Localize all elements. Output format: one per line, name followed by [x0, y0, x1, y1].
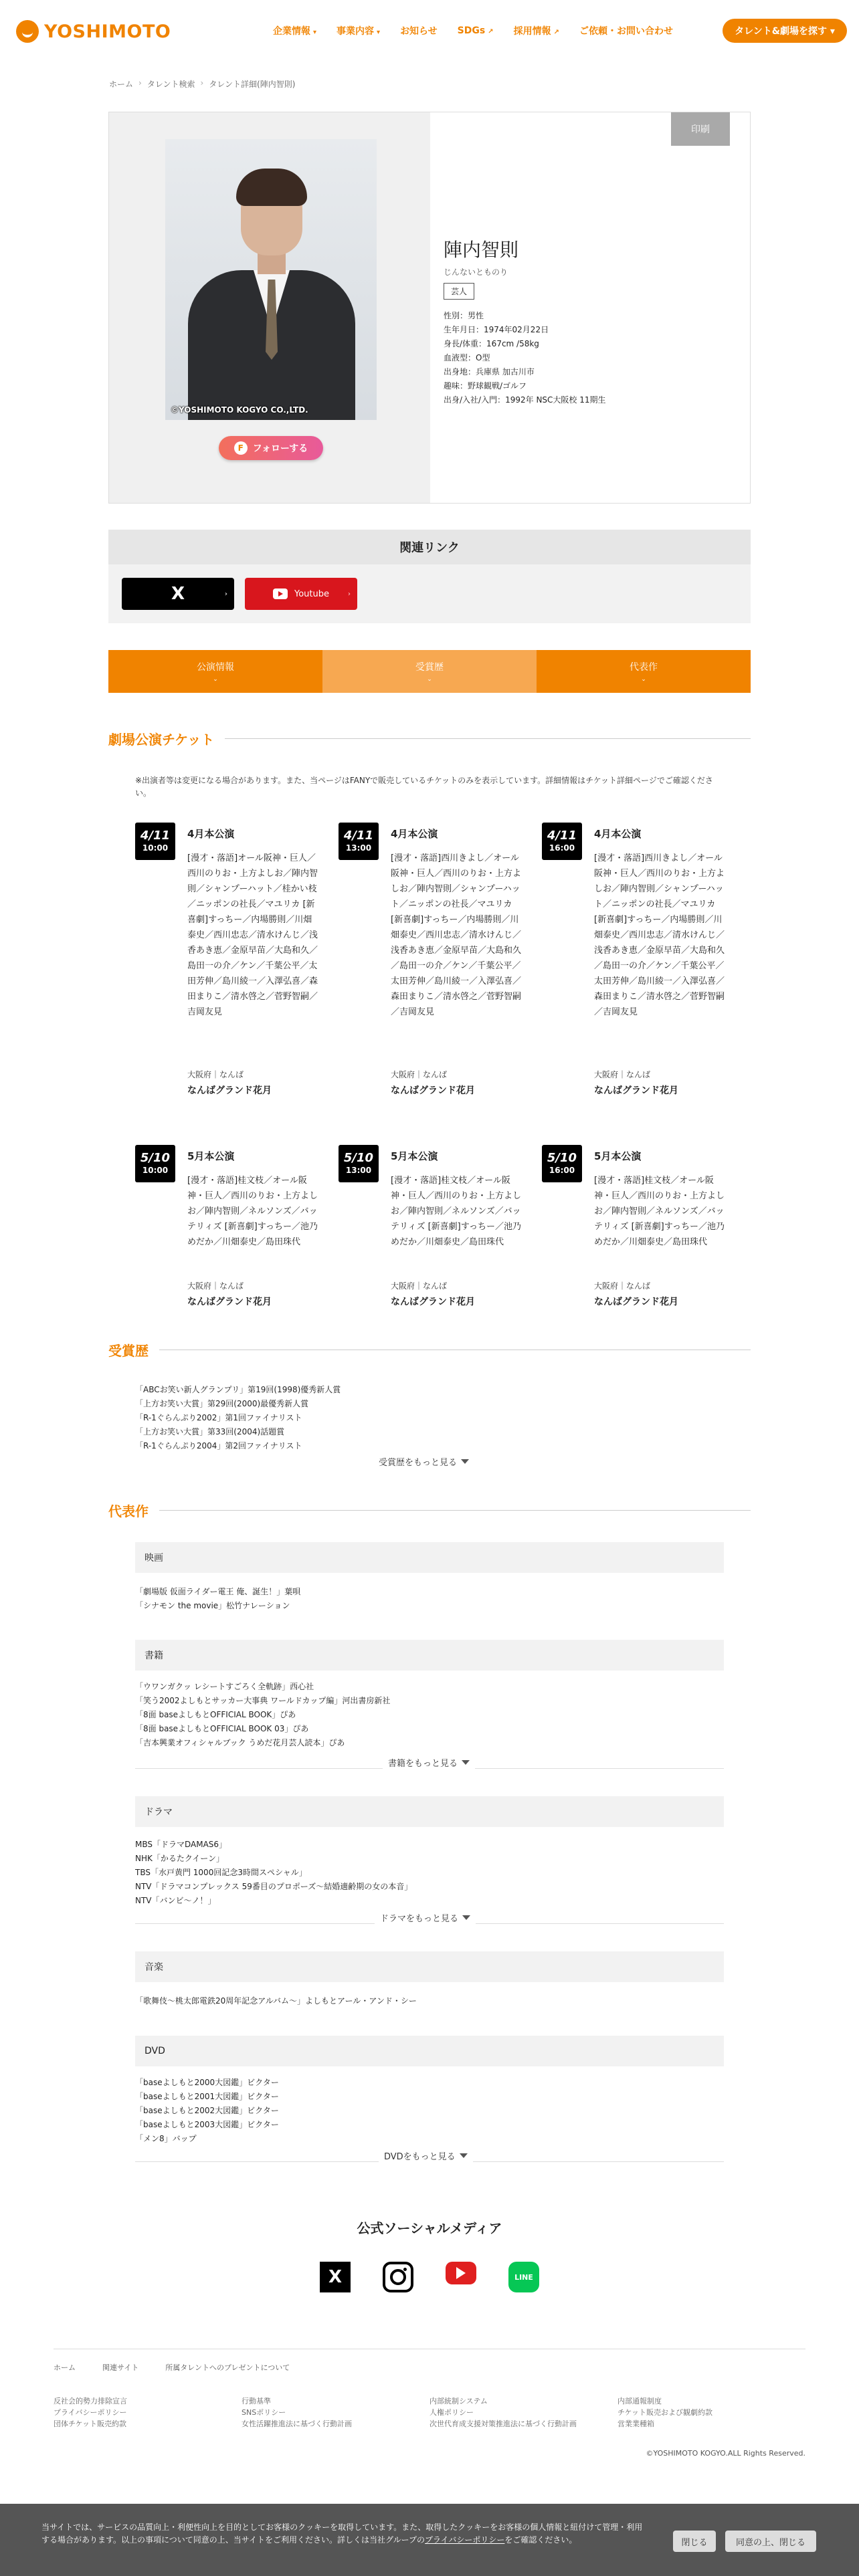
category-badge: 芸人	[444, 283, 474, 300]
works-category-dvd: DVD	[135, 2036, 724, 2066]
profile-card	[108, 112, 751, 504]
footer-link-present[interactable]: 所属タレントへのプレゼントについて	[165, 2363, 290, 2372]
works-heading: 代表作	[108, 1501, 751, 1520]
external-link-icon: ↗	[553, 29, 559, 36]
detail-height-weight: 身長/体重：167cm /58kg	[444, 339, 539, 348]
cookie-agree-button[interactable]: 同意の上、閉じる	[725, 2531, 816, 2552]
chevron-right-icon: ›	[138, 78, 142, 88]
talent-name: 陣内智則	[444, 239, 519, 261]
list-item: 「笑う2002よしもとサッカー大事典 ワールドカップ編」河出書房新社	[135, 1696, 391, 1705]
list-item: NTV「バンビ～ノ！」	[135, 1896, 216, 1905]
detail-birthday: 生年月日：1974年02月22日	[444, 325, 549, 334]
social-title: 公式ソーシャルメディア	[357, 2220, 502, 2236]
ticket-date: 4/11 13:00	[339, 823, 379, 860]
logo-text: YOSHIMOTO	[44, 21, 171, 42]
list-item: TBS「水戸黄門 1000回記念3時間スペシャル」	[135, 1868, 307, 1877]
ticket-cast: [漫才・落語]西川きよし／オール阪神・巨人／西川のりお・上方よしお／陣内智則／シャンプーハット／ニッポンの社長／マユリカ [新喜劇]すっちー／内場勝則／川畑泰史／西川忠志／清水けんじ／浅香あき恵／金原早苗／大島和久／島田一の介／ケン／千葉公平／太田芳伸／島川綾一／入澤弘喜／森田まりこ／清水啓之／菅野智嗣／吉岡友見	[594, 853, 725, 1017]
detail-hobby: 趣味：野球観戦/ゴルフ	[444, 381, 527, 391]
awards-more-button[interactable]: 受賞歴をもっと見る	[379, 1455, 469, 1468]
list-item: 「シナモン the movie」松竹ナレーション	[135, 1601, 290, 1610]
ticket-place: 大阪府｜なんば	[594, 1281, 651, 1291]
list-item: 「歌舞伎～桃太郎電鉄20周年記念アルバム～」よしもとアール・アンド・シー	[135, 1996, 417, 2006]
footer-link[interactable]: 内部通報制度	[617, 2397, 662, 2405]
section-tabs	[108, 650, 751, 693]
follow-label: フォローする	[252, 443, 308, 454]
ticket-date: 5/10 16:00	[542, 1145, 582, 1182]
list-item: NTV「ドラマコンプレックス 59番目のプロポーズ～結婚適齢期の女の本音」	[135, 1882, 413, 1891]
tickets-heading: 劇場公演チケット	[108, 729, 751, 748]
works-list-music	[135, 1994, 417, 2008]
instagram-icon[interactable]	[383, 2262, 413, 2292]
detail-blood-type: 血液型：O型	[444, 353, 490, 362]
ticket-date: 5/10 10:00	[135, 1145, 175, 1182]
chevron-right-icon: ›	[348, 590, 351, 598]
list-item: 「8面 baseよしもとOFFICIAL BOOK 03」ぴあ	[135, 1724, 309, 1733]
ticket-venue: なんばグランド花月	[391, 1085, 475, 1096]
works-category-books: 書籍	[135, 1640, 724, 1671]
ticket-card[interactable]	[339, 1145, 529, 1319]
works-list-dvd	[135, 2076, 279, 2146]
footer-links	[54, 2395, 805, 2430]
nav-item-company[interactable]: 企業情報 ▾	[273, 26, 317, 37]
breadcrumb-home[interactable]: ホーム	[109, 80, 134, 89]
ticket-place: 大阪府｜なんば	[391, 1070, 448, 1079]
list-item: 「ウワンガクッ レシートすごろく全軌跡」西心社	[135, 1682, 314, 1691]
profile-photo-area	[109, 112, 430, 503]
youtube-label: Youtube	[294, 588, 329, 599]
ticket-title: 4月本公演	[594, 828, 642, 840]
site-header	[0, 0, 859, 62]
footer-link[interactable]: 団体チケット販売約款	[54, 2420, 127, 2428]
footer-link[interactable]: 人権ポリシー	[430, 2408, 474, 2417]
ticket-place: 大阪府｜なんば	[391, 1281, 448, 1291]
nav-item-contact[interactable]: ご依頼・お問い合わせ	[579, 26, 673, 37]
list-item: 「baseよしもと2000大図鑑」ビクター	[135, 2078, 279, 2087]
external-link-icon: ↗	[488, 28, 494, 35]
footer-link[interactable]: 女性活躍推進法に基づく行動計画	[242, 2420, 352, 2428]
profile-details	[444, 309, 606, 407]
footer-link[interactable]: 行動基準	[242, 2397, 271, 2405]
ticket-title: 5月本公演	[594, 1150, 642, 1162]
ticket-date: 4/11 10:00	[135, 823, 175, 860]
footer-link[interactable]: 反社会的勢力排除宣言	[54, 2397, 127, 2405]
ticket-title: 5月本公演	[187, 1150, 235, 1162]
talent-search-button[interactable]: タレント&劇場を探す ▾	[723, 19, 847, 43]
ticket-cast: [漫才・落語]オール阪神・巨人／西川のりお・上方よしお／陣内智則／シャンプーハット／桂かい枝／ニッポンの社長／マユリカ [新喜劇]すっちー／内場勝則／川畑泰史／西川忠志／清水けんじ／浅香あき恵／金原早苗／大島和久／島田一の介／ケン／千葉公平／太田芳伸／島川綾一／入澤弘喜／森田まりこ／清水啓之／菅野智嗣／吉岡友見	[187, 853, 318, 1017]
print-button[interactable]: 印刷	[671, 112, 730, 146]
works-category-drama: ドラマ	[135, 1796, 724, 1827]
profile-info	[444, 235, 606, 407]
ticket-venue: なんばグランド花月	[594, 1085, 678, 1096]
photo-credit: ©YOSHIMOTO KOGYO CO.,LTD.	[171, 405, 308, 415]
youtube-icon[interactable]	[446, 2262, 476, 2284]
x-link-button[interactable]	[122, 578, 234, 610]
nav-item-business[interactable]: 事業内容 ▾	[337, 26, 381, 37]
list-item: 「baseよしもと2001大図鑑」ビクター	[135, 2092, 279, 2101]
footer-link[interactable]: チケット販売および観劇約款	[617, 2408, 713, 2417]
related-links-title: 関連リンク	[108, 530, 751, 564]
footer-link[interactable]: 内部統制システム	[430, 2397, 488, 2405]
list-item: 「劇場版 仮面ライダー電王 俺、誕生！」葉唄	[135, 1587, 301, 1596]
social-icons	[320, 2262, 539, 2292]
drama-more-button[interactable]: ドラマをもっと見る	[375, 1911, 476, 1924]
breadcrumb	[109, 78, 295, 90]
awards-list	[135, 1383, 341, 1453]
ticket-card[interactable]	[542, 823, 732, 1103]
list-item: 「R-1ぐらんぷり2004」第2回ファイナリスト	[135, 1441, 302, 1451]
works-category-music: 音楽	[135, 1951, 724, 1982]
ticket-place: 大阪府｜なんば	[187, 1281, 244, 1291]
privacy-policy-link[interactable]: プライバシーポリシー	[425, 2535, 505, 2545]
list-item: 「吉本興業オフィシャルブック うめだ花月芸人読本」ぴあ	[135, 1738, 345, 1747]
footer-link-related[interactable]: 関連サイト	[102, 2363, 139, 2372]
main-nav	[273, 24, 693, 37]
cookie-close-button[interactable]: 閉じる	[673, 2531, 716, 2552]
ticket-card[interactable]	[135, 823, 325, 1103]
cookie-text: 当サイトでは、サービスの品質向上・利便性向上を目的としてお客様のクッキーを取得しています。また、取得したクッキーをお客様の個人情報と紐付けて管理・利用する場合があります。以上の事項について同意の上、当サイトをご利用ください。詳しくは当社グループのプライバシーポリシーをご確認ください。	[41, 2523, 643, 2545]
ticket-card[interactable]	[339, 823, 529, 1103]
ticket-cast: [漫才・落語]桂文枝／オール阪神・巨人／西川のりお・上方よしお／陣内智則／ネルソンズ／バッテリィズ [新喜劇]すっちー／池乃めだか／川畑泰史／島田珠代	[187, 1176, 318, 1247]
triangle-down-icon	[460, 2153, 468, 2158]
nav-item-recruit[interactable]: 採用情報 ↗	[513, 26, 559, 37]
works-category-film: 映画	[135, 1542, 724, 1573]
chevron-down-icon: ⌄	[427, 676, 432, 683]
list-item: 「メン8」バップ	[135, 2134, 197, 2143]
chevron-down-icon: ⌄	[641, 676, 646, 683]
ticket-cast: [漫才・落語]桂文枝／オール阪神・巨人／西川のりお・上方よしお／陣内智則／ネルソンズ／バッテリィズ [新喜劇]すっちー／池乃めだか／川畑泰史／島田珠代	[391, 1176, 522, 1247]
list-item: 「上方お笑い大賞」第29回(2000)最優秀新人賞	[135, 1399, 309, 1408]
tab-works[interactable]: 代表作 ⌄	[537, 650, 751, 693]
ticket-place: 大阪府｜なんば	[187, 1070, 244, 1079]
follow-button[interactable]	[219, 436, 323, 460]
footer-link[interactable]: プライバシーポリシー	[54, 2408, 127, 2417]
chevron-down-icon: ▾	[377, 29, 381, 36]
smile-logo-icon	[16, 20, 39, 43]
breadcrumb-talent-search[interactable]: タレント検索	[147, 80, 195, 89]
chevron-down-icon: ▾	[313, 29, 317, 36]
ticket-date: 4/11 16:00	[542, 823, 582, 860]
fany-icon: F	[234, 441, 248, 455]
related-links	[108, 530, 751, 623]
list-item: 「baseよしもと2003大図鑑」ビクター	[135, 2120, 279, 2129]
list-item: MBS「ドラマDAMAS6」	[135, 1840, 227, 1849]
chevron-right-icon: ›	[200, 78, 204, 88]
list-item: 「ABCお笑い新人グランプリ」第19回(1998)優秀新人賞	[135, 1385, 341, 1394]
detail-origin: 出身/入社/入門：1992年 NSC大阪校 11期生	[444, 395, 606, 405]
triangle-down-icon	[461, 1459, 469, 1464]
nav-item-sdgs[interactable]: SDGs ↗	[457, 25, 494, 36]
tab-performances[interactable]: 公演情報 ⌄	[108, 650, 322, 693]
chevron-down-icon: ⌄	[213, 676, 218, 683]
tickets-notice: ※出演者等は変更になる場合があります。また、当ページはFANYで販売しているチケットのみを表示しています。詳細情報はチケット詳細ページでご確認ください。	[135, 776, 713, 798]
copyright: ©YOSHIMOTO KOGYO.ALL Rights Reserved.	[646, 2449, 805, 2458]
list-item: 「R-1ぐらんぷり2002」第1回ファイナリスト	[135, 1413, 302, 1422]
talent-photo	[165, 139, 377, 420]
ticket-venue: なんばグランド花月	[187, 1085, 272, 1096]
ticket-title: 5月本公演	[391, 1150, 438, 1162]
footer-nav	[54, 2362, 316, 2373]
nav-item-news[interactable]: お知らせ	[400, 26, 438, 37]
list-item: 「baseよしもと2002大図鑑」ビクター	[135, 2106, 279, 2115]
ticket-card[interactable]	[542, 1145, 732, 1319]
ticket-cast: [漫才・落語]西川きよし／オール阪神・巨人／西川のりお・上方よしお／陣内智則／シャンプーハット／ニッポンの社長／マユリカ [新喜劇]すっちー／内場勝則／川畑泰史／西川忠志／清水けんじ／浅香あき恵／金原早苗／大島和久／島田一の介／ケン／千葉公平／太田芳伸／島川綾一／入澤弘喜／森田まりこ／清水啓之／菅野智嗣／吉岡友見	[391, 853, 522, 1017]
books-more-button[interactable]: 書籍をもっと見る	[383, 1756, 475, 1769]
x-icon[interactable]: X	[320, 2262, 351, 2292]
youtube-link-button[interactable]	[245, 578, 357, 610]
detail-gender: 性別：男性	[444, 311, 484, 320]
list-item: NHK「かるたクイーン」	[135, 1854, 225, 1863]
ticket-venue: なんばグランド花月	[391, 1297, 475, 1307]
logo[interactable]	[16, 20, 171, 43]
ticket-venue: なんばグランド花月	[187, 1297, 272, 1307]
dvd-more-button[interactable]: DVDをもっと見る	[379, 2149, 473, 2162]
talent-name-kana: じんないとものり	[444, 267, 508, 277]
footer-link-home[interactable]: ホーム	[54, 2363, 76, 2372]
chevron-right-icon: ›	[224, 590, 227, 598]
ticket-card[interactable]	[135, 1145, 325, 1319]
footer-link[interactable]: 営業業種箱	[617, 2420, 654, 2428]
works-list-drama	[135, 1838, 412, 1908]
triangle-down-icon	[462, 1915, 470, 1920]
x-icon: X	[171, 584, 185, 604]
list-item: 「上方お笑い大賞」第33回(2004)話題賞	[135, 1427, 285, 1436]
list-item: 「8面 baseよしもとOFFICIAL BOOK」ぴあ	[135, 1710, 296, 1719]
awards-heading: 受賞歴	[108, 1340, 751, 1360]
youtube-icon	[273, 588, 288, 599]
ticket-date: 5/10 13:00	[339, 1145, 379, 1182]
works-list-film	[135, 1585, 300, 1613]
footer-link[interactable]: SNSポリシー	[242, 2408, 286, 2417]
detail-birthplace: 出身地：兵庫県 加古川市	[444, 367, 535, 377]
ticket-title: 4月本公演	[187, 828, 235, 840]
ticket-title: 4月本公演	[391, 828, 438, 840]
footer-link[interactable]: 次世代育成支援対策推進法に基づく行動計画	[430, 2420, 577, 2428]
ticket-cast: [漫才・落語]桂文枝／オール阪神・巨人／西川のりお・上方よしお／陣内智則／ネルソンズ／バッテリィズ [新喜劇]すっちー／池乃めだか／川畑泰史／島田珠代	[594, 1176, 725, 1247]
ticket-venue: なんばグランド花月	[594, 1297, 678, 1307]
triangle-down-icon	[462, 1760, 470, 1765]
ticket-place: 大阪府｜なんば	[594, 1070, 651, 1079]
breadcrumb-current: タレント詳細(陣内智則)	[209, 80, 296, 89]
line-icon[interactable]: LINE	[508, 2262, 539, 2292]
cookie-banner	[0, 2504, 859, 2576]
tab-awards[interactable]: 受賞歴 ⌄	[322, 650, 537, 693]
works-list-books	[135, 1680, 390, 1750]
